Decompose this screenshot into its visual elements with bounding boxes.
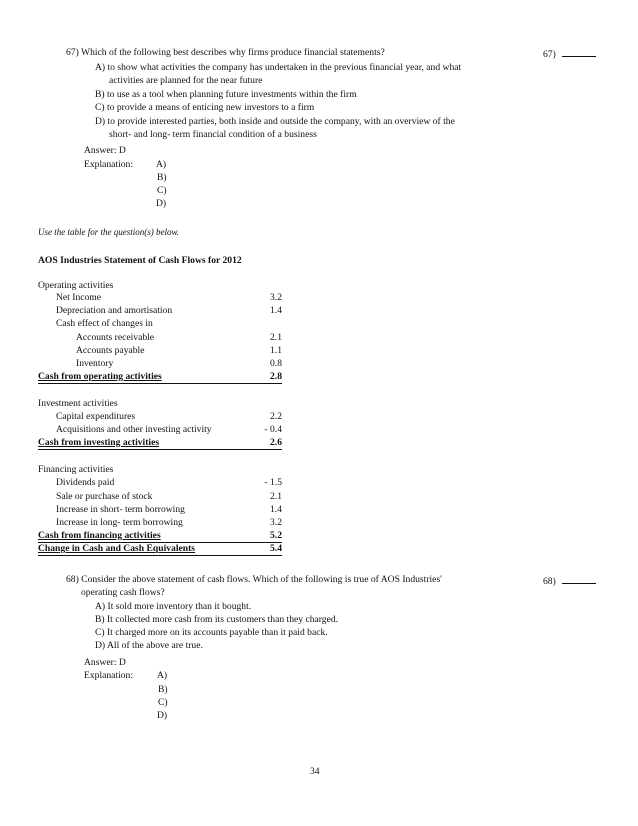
question-68-text: 68) Consider the above statement of cash flows. Which of the following is true of AOS Industries' xyxy=(66,574,442,585)
question-68-number: 68) xyxy=(543,574,596,588)
table-row: Inventory 0.8 xyxy=(76,358,282,369)
operating-heading: Operating activities xyxy=(38,280,114,291)
q68-option-a: A) It sold more inventory than it bought. xyxy=(95,601,252,612)
page-number: 34 xyxy=(310,766,320,777)
table-row: Increase in long- term borrowing 3.2 xyxy=(56,517,282,528)
table-row: Sale or purchase of stock 2.1 xyxy=(56,491,282,502)
q67-option-d-cont: short- and long- term financial condition of a business xyxy=(109,129,317,140)
q68-answer: Answer: D xyxy=(84,657,126,668)
q67-explanation-label: Explanation: xyxy=(84,159,134,170)
investing-heading: Investment activities xyxy=(38,398,118,409)
q67-option-a: A) to show what activities the company has undertaken in the previous financial year, and what xyxy=(95,62,462,73)
q67-option-c: C) to provide a means of enticing new investors to a firm xyxy=(95,102,315,113)
question-68-text-cont: operating cash flows? xyxy=(81,587,165,598)
q67-option-d: D) to provide interested parties, both inside and outside the company, with an overview of the xyxy=(95,116,455,127)
table-row: Capital expenditures 2.2 xyxy=(56,411,282,422)
table-row: Cash effect of changes in xyxy=(56,318,153,329)
operating-total-row: Cash from operating activities 2.8 xyxy=(38,371,282,382)
financing-heading: Financing activities xyxy=(38,464,114,475)
table-row: Dividends paid - 1.5 xyxy=(56,477,282,488)
q67-explanation-d: D) xyxy=(156,198,167,209)
table-row: Accounts payable 1.1 xyxy=(76,345,282,356)
answer-blank-68[interactable] xyxy=(562,574,596,584)
q68-explanation-a: A) xyxy=(157,670,168,681)
q68-option-d: D) All of the above are true. xyxy=(95,640,203,651)
q68-explanation-label: Explanation: xyxy=(84,670,134,681)
table-row: Increase in short- term borrowing 1.4 xyxy=(56,504,282,515)
change-in-cash-row: Change in Cash and Cash Equivalents 5.4 xyxy=(38,543,282,554)
table-row: Acquisitions and other investing activity - 0.4 xyxy=(56,424,282,435)
question-67-text: 67) Which of the following best describes why firms produce financial statements? xyxy=(66,47,385,58)
question-67-number: 67) xyxy=(543,47,596,61)
q67-option-b: B) to use as a tool when planning future investments within the firm xyxy=(95,89,357,100)
financing-total-row: Cash from financing activities 5.2 xyxy=(38,530,282,541)
table-row: Net Income 3.2 xyxy=(56,292,282,303)
q68-explanation-d: D) xyxy=(157,710,168,721)
table-row: Depreciation and amortisation 1.4 xyxy=(56,305,282,316)
table-title: AOS Industries Statement of Cash Flows for 2012 xyxy=(38,255,242,266)
investing-total-row: Cash from investing activities 2.6 xyxy=(38,437,282,448)
q67-explanation-c: C) xyxy=(157,185,167,196)
answer-blank-67[interactable] xyxy=(562,47,596,57)
table-row: Accounts receivable 2.1 xyxy=(76,332,282,343)
q67-explanation-a: A) xyxy=(156,159,167,170)
q68-explanation-c: C) xyxy=(158,697,168,708)
q68-option-c: C) It charged more on its accounts payable than it paid back. xyxy=(95,627,328,638)
q68-explanation-b: B) xyxy=(158,684,168,695)
table-instruction: Use the table for the question(s) below. xyxy=(38,227,180,237)
q67-option-a-cont: activities are planned for the near future xyxy=(109,75,263,86)
q68-option-b: B) It collected more cash from its customers than they charged. xyxy=(95,614,339,625)
q67-explanation-b: B) xyxy=(157,172,167,183)
q67-answer: Answer: D xyxy=(84,145,126,156)
